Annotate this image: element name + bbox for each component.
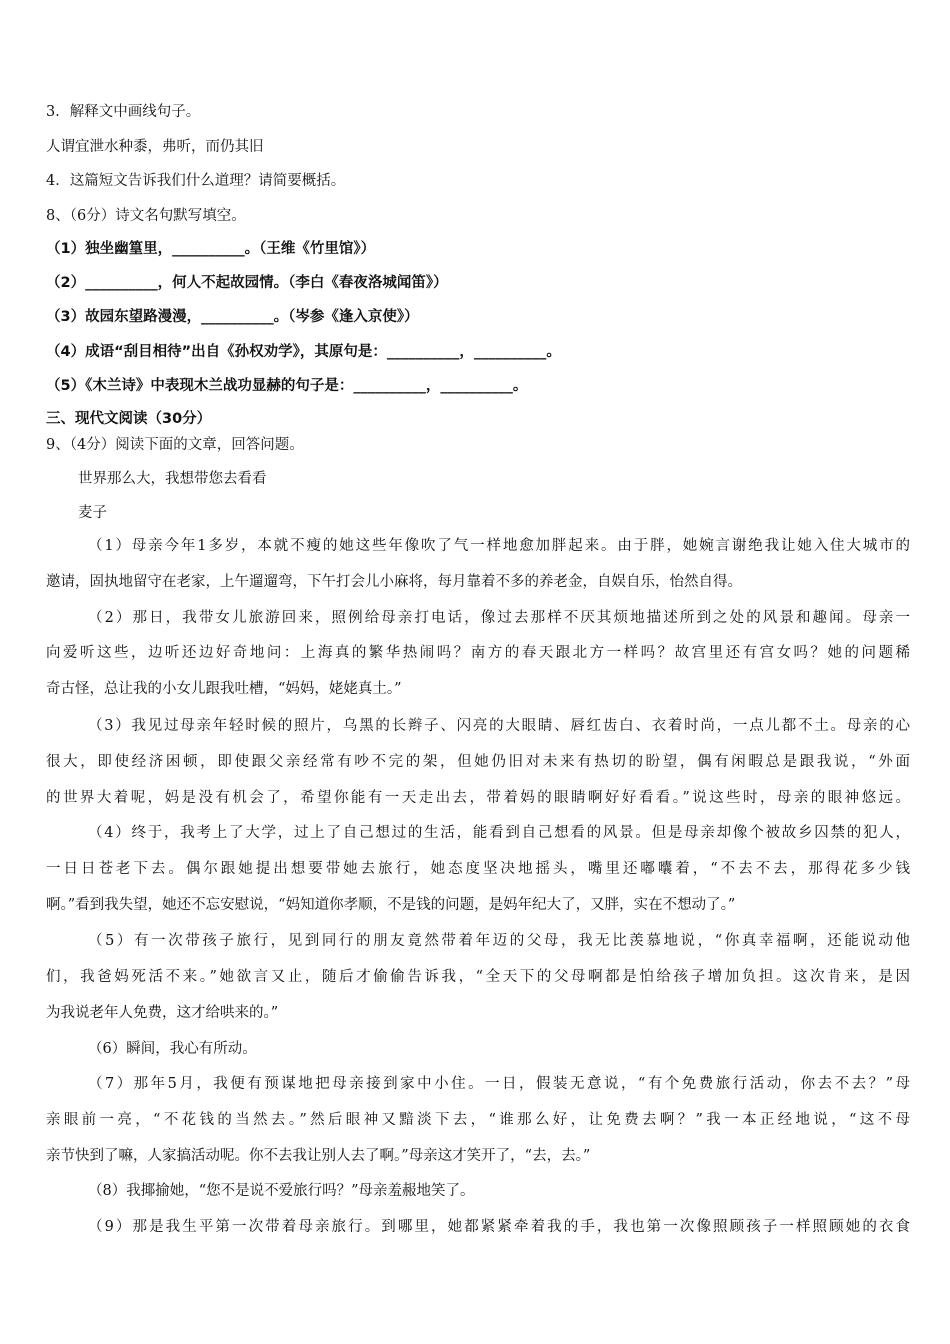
poem-fill-5: （5）《木兰诗》中表现木兰战功显赫的句子是：__________，__________。 — [46, 378, 528, 394]
paragraph-2-line-1: （2）那日，我带女儿旅游回来，照例给母亲打电话，像过去那样不厌其烦地描述所到之处的风景和趣闻。母亲一 — [88, 610, 910, 626]
paragraph-5-line-1: （5）有一次带孩子旅行，见到同行的朋友竟然带着年迈的父母，我无比羡慕地说，“你真幸福啊，还能说动他 — [88, 933, 910, 949]
paragraph-8: （8）我揶揄她，“您不是说不爱旅行吗？”母亲羞赧地笑了。 — [88, 1183, 475, 1199]
poem-fill-3: （3）故园东望路漫漫，__________。（岑参《逢入京使》） — [46, 309, 419, 325]
paragraph-4-line-3: 啊。”看到我失望，她还不忘安慰说，“妈知道你孝顺，不是钱的问题，是妈年纪大了，又胖，实在不想动了。” — [46, 897, 736, 913]
paragraph-3-line-3: 的世界大着呢，妈是没有机会了，希望你能有一天走出去，带着妈的眼睛啊好好看看。”说这些时，母亲的眼神悠远。 — [46, 790, 910, 806]
paragraph-1-line-2: 邀请，固执地留守在老家，上午遛遛弯，下午打会儿小麻将，每月靠着不多的养老金，自娱自乐，怡然自得。 — [46, 574, 742, 590]
underlined-sentence: 人谓宜泄水种黍，弗听，而仍其旧 — [46, 139, 264, 155]
question-3: 3．解释文中画线句子。 — [46, 104, 201, 120]
paragraph-4-line-2: 一日日苍老下去。偶尔跟她提出想要带她去旅行，她态度坚决地摇头，嘴里还嘟囔着，“不去不去，那得花多少钱 — [46, 861, 910, 877]
question-8-heading: 8、（6分）诗文名句默写填空。 — [46, 208, 246, 224]
paragraph-5-line-3: 为我说老年人免费，这才给哄来的。” — [46, 1005, 279, 1021]
poem-fill-2: （2）__________，何人不起故园情。（李白《春夜洛城闻笛》） — [46, 275, 448, 291]
paragraph-6: （6）瞬间，我心有所动。 — [88, 1041, 257, 1057]
article-title: 世界那么大，我想带您去看看 — [78, 471, 267, 487]
paragraph-9-line-1: （9）那是我生平第一次带着母亲旅行。到哪里，她都紧紧牵着我的手，我也第一次像照顾孩子一样照顾她的衣食 — [88, 1219, 910, 1235]
paragraph-7-line-3: 亲节快到了嘛，人家搞活动呢。你不去我让别人去了啊。”母亲这才笑开了，“去，去。” — [46, 1148, 591, 1164]
paragraph-7-line-2: 亲眼前一亮，“不花钱的当然去。”然后眼神又黯淡下去，“谁那么好，让免费去啊？”我一本正经地说，“这不母 — [46, 1112, 910, 1128]
paragraph-3-line-1: （3）我见过母亲年轻时候的照片，乌黑的长辫子、闪亮的大眼睛、唇红齿白、衣着时尚，一点儿都不土。母亲的心 — [88, 718, 910, 734]
paragraph-2-line-2: 向爱听这些，边听还边好奇地问：上海真的繁华热闹吗？南方的春天跟北方一样吗？故宫里还有宫女吗？她的问题稀 — [46, 645, 910, 661]
poem-fill-1: （1）独坐幽篁里，__________。（王维《竹里馆》） — [46, 241, 376, 257]
question-4: 4．这篇短文告诉我们什么道理？请简要概括。 — [46, 173, 346, 189]
paragraph-4-line-1: （4）终于，我考上了大学，过上了自己想过的生活，能看到自己想看的风景。但是母亲却像个被故乡囚禁的犯人， — [88, 825, 910, 841]
section-3-heading: 三、现代文阅读（30分） — [46, 411, 212, 427]
question-9-heading: 9、（4分）阅读下面的文章，回答问题。 — [46, 437, 304, 453]
poem-fill-4: （4）成语“刮目相待”出自《孙权劝学》，其原句是：__________，__________。 — [46, 344, 561, 360]
paragraph-3-line-2: 很大，即使经济困顿，即使跟父亲经常有吵不完的架，但她仍旧对未来有热切的盼望，偶有闲暇总是跟我说，“外面 — [46, 754, 910, 770]
paragraph-7-line-1: （7）那年5月，我便有预谋地把母亲接到家中小住。一日，假装无意说，“有个免费旅行活动，你去不去？”母 — [88, 1076, 910, 1092]
paragraph-1-line-1: （1）母亲今年1多岁，本就不瘦的她这些年像吹了气一样地愈加胖起来。由于胖，她婉言谢绝我让她入住大城市的 — [88, 538, 910, 554]
paragraph-2-line-3: 奇古怪，总让我的小女儿跟我吐槽，“妈妈，姥姥真土。” — [46, 681, 402, 697]
paragraph-5-line-2: 们，我爸妈死活不来。”她欲言又止，随后才偷偷告诉我，“全天下的父母啊都是怕给孩子增加负担。这次肯来，是因 — [46, 969, 910, 985]
article-author: 麦子 — [78, 505, 107, 521]
